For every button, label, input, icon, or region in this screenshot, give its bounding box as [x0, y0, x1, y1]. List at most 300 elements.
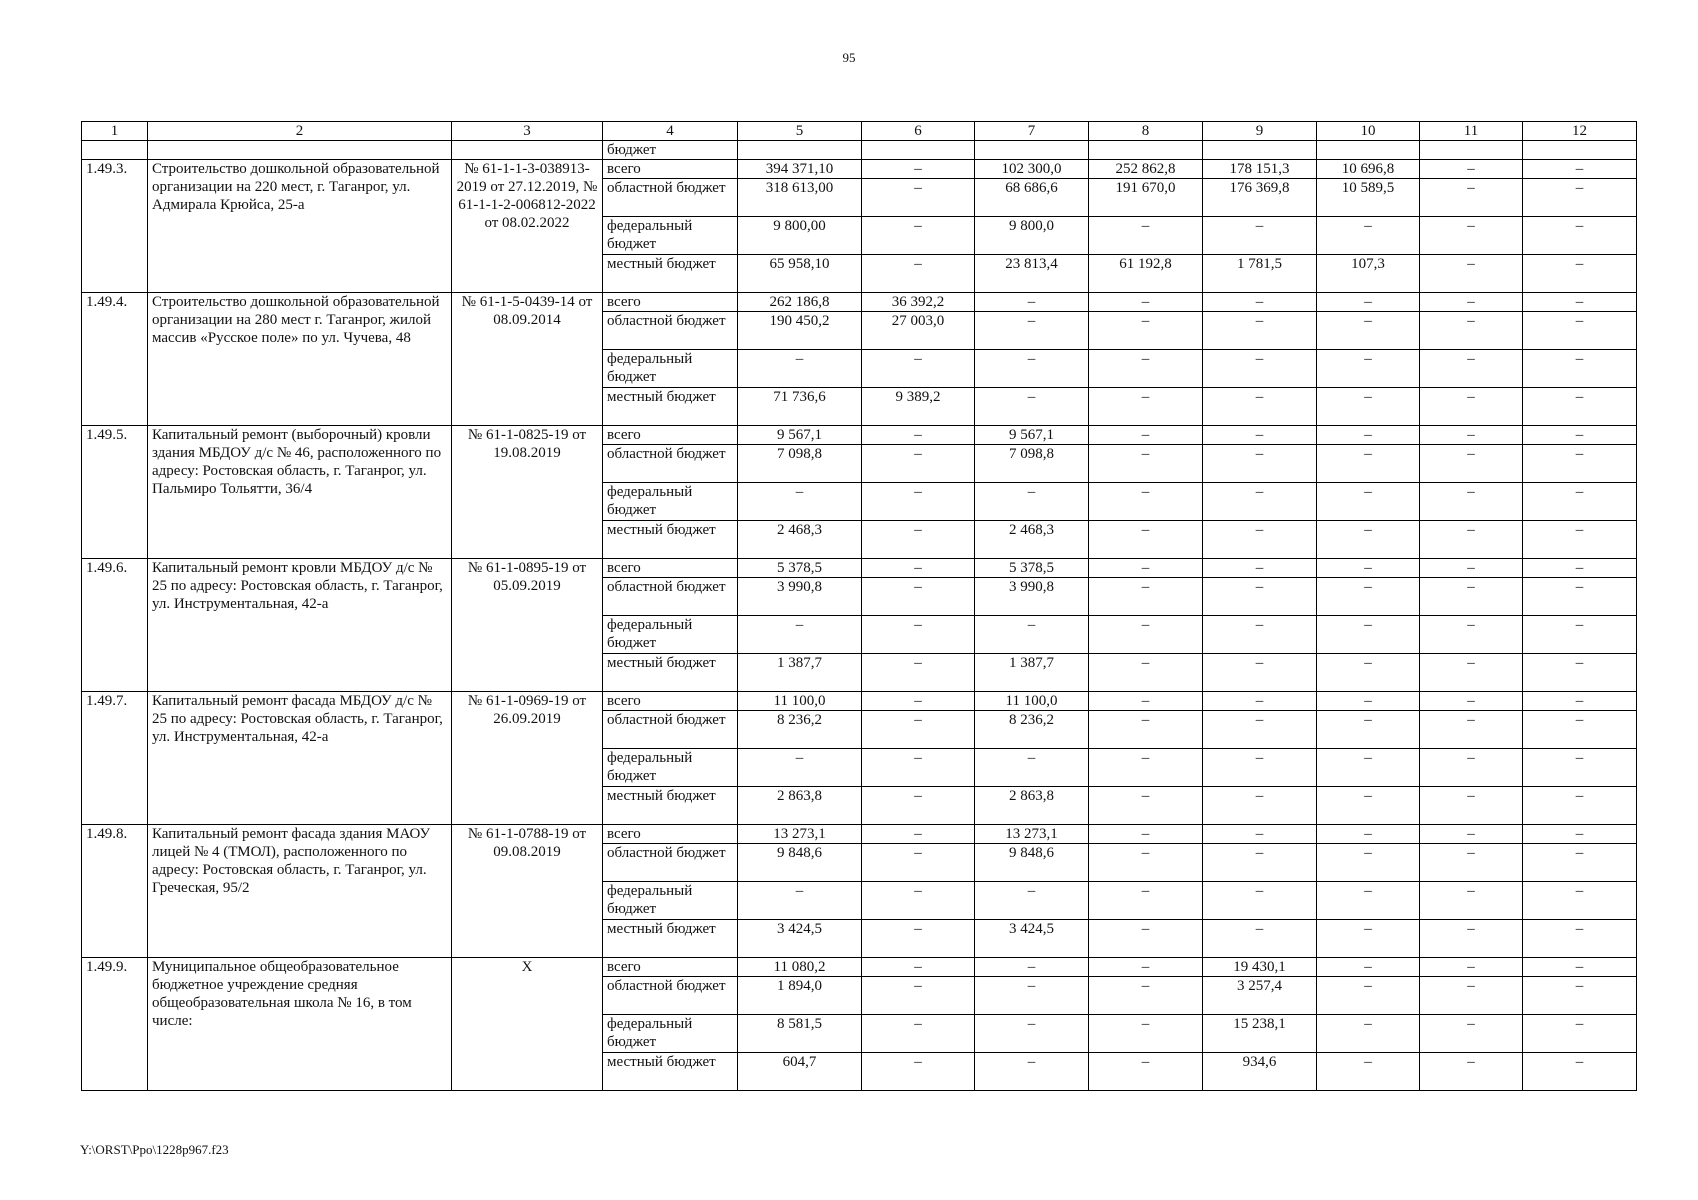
amount-cell: 10 696,8 [1317, 160, 1420, 179]
amount-cell: 7 098,8 [738, 445, 862, 483]
amount-cell: – [1203, 293, 1317, 312]
amount-cell: – [1420, 426, 1523, 445]
amount-cell: – [862, 825, 975, 844]
funding-source: всего [603, 160, 738, 179]
amount-cell: 252 862,8 [1089, 160, 1203, 179]
amount-cell: – [1089, 787, 1203, 825]
amount-cell: – [1523, 1015, 1637, 1053]
amount-cell: 23 813,4 [975, 255, 1089, 293]
table-row [82, 426, 1637, 445]
project-name: Строительство дошкольной образовательной организации на 220 мест, г. Таганрог, ул. Адмирала Крюйса, 25-а [148, 160, 452, 293]
amount-cell: – [1420, 521, 1523, 559]
amount-cell: – [862, 521, 975, 559]
cell [738, 141, 862, 160]
budget-table [81, 121, 1637, 1091]
amount-cell: – [1203, 654, 1317, 692]
amount-cell: 9 567,1 [975, 426, 1089, 445]
amount-cell: 11 100,0 [975, 692, 1089, 711]
amount-cell: – [862, 692, 975, 711]
amount-cell: – [1317, 825, 1420, 844]
amount-cell: 9 848,6 [975, 844, 1089, 882]
amount-cell: – [1420, 388, 1523, 426]
amount-cell: – [1203, 616, 1317, 654]
column-header: 7 [975, 122, 1089, 141]
document-number: № 61-1-5-0439-14 от 08.09.2014 [452, 293, 603, 426]
amount-cell: – [1317, 711, 1420, 749]
amount-cell: 13 273,1 [738, 825, 862, 844]
amount-cell: 262 186,8 [738, 293, 862, 312]
funding-source: местный бюджет [603, 255, 738, 293]
amount-cell: – [1420, 787, 1523, 825]
amount-cell: – [1089, 578, 1203, 616]
amount-cell: 10 589,5 [1317, 179, 1420, 217]
amount-cell: – [1420, 445, 1523, 483]
footer-file-path: Y:\ORST\Ppo\1228p967.f23 [80, 1142, 229, 1157]
amount-cell: – [738, 616, 862, 654]
amount-cell: 65 958,10 [738, 255, 862, 293]
amount-cell: – [1420, 160, 1523, 179]
document-number: № 61-1-1-3-038913-2019 от 27.12.2019, № 61-1-1-2-006812-2022 от 08.02.2022 [452, 160, 603, 293]
amount-cell: – [975, 388, 1089, 426]
amount-cell: – [1203, 350, 1317, 388]
amount-cell: – [738, 882, 862, 920]
cell [1203, 141, 1317, 160]
project-name: Капитальный ремонт (выборочный) кровли здания МБДОУ д/с № 46, расположенного по адресу: Ростовская область, г. Таганрог, ул. Пальмиро Тольятти, 36/4 [148, 426, 452, 559]
amount-cell: – [1317, 749, 1420, 787]
funding-source: местный бюджет [603, 388, 738, 426]
amount-cell: – [1420, 749, 1523, 787]
column-header: 6 [862, 122, 975, 141]
amount-cell: 68 686,6 [975, 179, 1089, 217]
amount-cell: – [1317, 521, 1420, 559]
amount-cell: – [1203, 711, 1317, 749]
amount-cell: – [1317, 217, 1420, 255]
funding-source: областной бюджет [603, 179, 738, 217]
cell [1420, 141, 1523, 160]
amount-cell: – [862, 977, 975, 1015]
amount-cell: – [1317, 1015, 1420, 1053]
document-number: № 61-1-0825-19 от 19.08.2019 [452, 426, 603, 559]
column-header: 12 [1523, 122, 1637, 141]
amount-cell: – [1420, 958, 1523, 977]
amount-cell: – [1203, 825, 1317, 844]
amount-cell: 7 098,8 [975, 445, 1089, 483]
amount-cell: – [1317, 692, 1420, 711]
amount-cell: 9 848,6 [738, 844, 862, 882]
amount-cell: – [1317, 350, 1420, 388]
cell [1089, 141, 1203, 160]
amount-cell: – [1523, 787, 1637, 825]
amount-cell: 36 392,2 [862, 293, 975, 312]
amount-cell: – [1317, 388, 1420, 426]
amount-cell: – [1317, 844, 1420, 882]
amount-cell: – [738, 350, 862, 388]
amount-cell: – [1523, 977, 1637, 1015]
amount-cell: – [862, 711, 975, 749]
amount-cell: – [1420, 217, 1523, 255]
amount-cell: – [1089, 445, 1203, 483]
amount-cell: – [1420, 654, 1523, 692]
amount-cell: – [1420, 1015, 1523, 1053]
funding-source: федеральный бюджет [603, 749, 738, 787]
column-header: 3 [452, 122, 603, 141]
amount-cell: – [862, 920, 975, 958]
amount-cell: – [1523, 217, 1637, 255]
cell [975, 141, 1089, 160]
amount-cell: – [1203, 844, 1317, 882]
funding-source: федеральный бюджет [603, 350, 738, 388]
amount-cell: 2 468,3 [738, 521, 862, 559]
amount-cell: – [1089, 426, 1203, 445]
amount-cell: – [1317, 958, 1420, 977]
amount-cell: – [1089, 711, 1203, 749]
amount-cell: – [1523, 920, 1637, 958]
amount-cell: – [1317, 559, 1420, 578]
amount-cell: 3 990,8 [738, 578, 862, 616]
amount-cell: 394 371,10 [738, 160, 862, 179]
amount-cell: 1 894,0 [738, 977, 862, 1015]
column-header: 4 [603, 122, 738, 141]
amount-cell: – [1203, 445, 1317, 483]
amount-cell: – [1089, 483, 1203, 521]
amount-cell: – [1317, 293, 1420, 312]
amount-cell: 107,3 [1317, 255, 1420, 293]
amount-cell: – [1317, 445, 1420, 483]
amount-cell: – [975, 312, 1089, 350]
funding-source: всего [603, 426, 738, 445]
amount-cell: – [975, 977, 1089, 1015]
column-header: 1 [82, 122, 148, 141]
column-header: 2 [148, 122, 452, 141]
amount-cell: – [1420, 293, 1523, 312]
amount-cell: – [1523, 749, 1637, 787]
column-header: 5 [738, 122, 862, 141]
amount-cell: – [975, 483, 1089, 521]
amount-cell: – [1523, 521, 1637, 559]
amount-cell: – [1420, 692, 1523, 711]
amount-cell: 9 389,2 [862, 388, 975, 426]
amount-cell: 8 236,2 [738, 711, 862, 749]
amount-cell: – [1317, 616, 1420, 654]
amount-cell: – [1523, 445, 1637, 483]
amount-cell: – [1420, 616, 1523, 654]
amount-cell: 191 670,0 [1089, 179, 1203, 217]
amount-cell: – [1420, 711, 1523, 749]
item-number: 1.49.6. [82, 559, 148, 692]
amount-cell: – [1420, 1053, 1523, 1091]
amount-cell: – [1089, 749, 1203, 787]
item-number: 1.49.3. [82, 160, 148, 293]
amount-cell: 190 450,2 [738, 312, 862, 350]
amount-cell: 15 238,1 [1203, 1015, 1317, 1053]
project-name: Капитальный ремонт кровли МБДОУ д/с № 25 по адресу: Ростовская область, г. Таганрог, ул. Инструментальная, 42-а [148, 559, 452, 692]
project-name: Строительство дошкольной образовательной организации на 280 мест г. Таганрог, жилой массив «Русское поле» по ул. Чучева, 48 [148, 293, 452, 426]
table-row [82, 692, 1637, 711]
amount-cell: 1 387,7 [738, 654, 862, 692]
amount-cell: – [862, 426, 975, 445]
document-number: Х [452, 958, 603, 1091]
funding-source: федеральный бюджет [603, 616, 738, 654]
funding-source: федеральный бюджет [603, 882, 738, 920]
table-row [82, 160, 1637, 179]
amount-cell: – [1089, 958, 1203, 977]
project-name: Капитальный ремонт фасада МБДОУ д/с № 25 по адресу: Ростовская область, г. Таганрог, ул. Инструментальная, 42-а [148, 692, 452, 825]
amount-cell: 9 800,0 [975, 217, 1089, 255]
amount-cell: 13 273,1 [975, 825, 1089, 844]
amount-cell: 3 990,8 [975, 578, 1089, 616]
amount-cell: – [1523, 578, 1637, 616]
amount-cell: – [1523, 255, 1637, 293]
amount-cell: – [1523, 692, 1637, 711]
funding-source: всего [603, 559, 738, 578]
funding-source: областной бюджет [603, 977, 738, 1015]
table-row [82, 825, 1637, 844]
amount-cell: 61 192,8 [1089, 255, 1203, 293]
amount-cell: – [1317, 312, 1420, 350]
amount-cell: – [1317, 654, 1420, 692]
amount-cell: – [1089, 654, 1203, 692]
amount-cell: – [1523, 312, 1637, 350]
amount-cell: – [1420, 578, 1523, 616]
amount-cell: – [1523, 426, 1637, 445]
amount-cell: – [1317, 426, 1420, 445]
amount-cell: – [1420, 920, 1523, 958]
amount-cell: – [1089, 616, 1203, 654]
amount-cell: 27 003,0 [862, 312, 975, 350]
amount-cell: 176 369,8 [1203, 179, 1317, 217]
amount-cell: – [975, 616, 1089, 654]
amount-cell: – [1420, 312, 1523, 350]
table-row [82, 958, 1637, 977]
amount-cell: 318 613,00 [738, 179, 862, 217]
amount-cell: – [1420, 882, 1523, 920]
amount-cell: 934,6 [1203, 1053, 1317, 1091]
amount-cell: 2 863,8 [975, 787, 1089, 825]
funding-source: местный бюджет [603, 654, 738, 692]
funding-source: областной бюджет [603, 844, 738, 882]
amount-cell: – [1317, 977, 1420, 1015]
column-header: 10 [1317, 122, 1420, 141]
funding-source: областной бюджет [603, 578, 738, 616]
funding-source: местный бюджет [603, 920, 738, 958]
amount-cell: – [1089, 1053, 1203, 1091]
amount-cell: 19 430,1 [1203, 958, 1317, 977]
amount-cell: 102 300,0 [975, 160, 1089, 179]
amount-cell: – [1089, 312, 1203, 350]
amount-cell: – [1523, 160, 1637, 179]
amount-cell: – [1420, 559, 1523, 578]
amount-cell: – [1089, 977, 1203, 1015]
amount-cell: – [1317, 920, 1420, 958]
amount-cell: – [1523, 654, 1637, 692]
funding-source: местный бюджет [603, 787, 738, 825]
amount-cell: – [1203, 559, 1317, 578]
amount-cell: 2 863,8 [738, 787, 862, 825]
amount-cell: – [862, 445, 975, 483]
amount-cell: – [975, 882, 1089, 920]
funding-source: всего [603, 692, 738, 711]
amount-cell: – [975, 293, 1089, 312]
column-header: 8 [1089, 122, 1203, 141]
amount-cell: – [1089, 559, 1203, 578]
amount-cell: – [1523, 882, 1637, 920]
cell [452, 141, 603, 160]
cell [148, 141, 452, 160]
amount-cell: – [1203, 692, 1317, 711]
funding-source: областной бюджет [603, 312, 738, 350]
amount-cell: – [1523, 1053, 1637, 1091]
amount-cell: – [975, 1015, 1089, 1053]
amount-cell: – [862, 787, 975, 825]
amount-cell: 11 100,0 [738, 692, 862, 711]
item-number: 1.49.9. [82, 958, 148, 1091]
amount-cell: – [1089, 844, 1203, 882]
item-number: 1.49.8. [82, 825, 148, 958]
amount-cell: 178 151,3 [1203, 160, 1317, 179]
cell [82, 141, 148, 160]
amount-cell: – [1523, 616, 1637, 654]
amount-cell: – [1523, 179, 1637, 217]
funding-source: областной бюджет [603, 711, 738, 749]
amount-cell: 9 567,1 [738, 426, 862, 445]
cell [1317, 141, 1420, 160]
amount-cell: – [1420, 255, 1523, 293]
amount-cell: – [1523, 293, 1637, 312]
item-number: 1.49.5. [82, 426, 148, 559]
funding-source: всего [603, 958, 738, 977]
amount-cell: – [862, 350, 975, 388]
amount-cell: – [1523, 350, 1637, 388]
amount-cell: – [862, 1015, 975, 1053]
amount-cell: – [1317, 483, 1420, 521]
page-number: 95 [842, 50, 856, 65]
amount-cell: – [1420, 844, 1523, 882]
funding-source: областной бюджет [603, 445, 738, 483]
funding-source: местный бюджет [603, 521, 738, 559]
amount-cell: – [862, 179, 975, 217]
amount-cell: – [1089, 521, 1203, 559]
amount-cell: – [975, 1053, 1089, 1091]
amount-cell: – [1089, 388, 1203, 426]
amount-cell: – [1420, 350, 1523, 388]
budget-table-body [82, 122, 1637, 1091]
amount-cell: – [1420, 977, 1523, 1015]
amount-cell: 3 257,4 [1203, 977, 1317, 1015]
amount-cell: 11 080,2 [738, 958, 862, 977]
amount-cell: 604,7 [738, 1053, 862, 1091]
amount-cell: – [1089, 217, 1203, 255]
amount-cell: – [862, 483, 975, 521]
amount-cell: 5 378,5 [975, 559, 1089, 578]
item-number: 1.49.4. [82, 293, 148, 426]
amount-cell: – [862, 217, 975, 255]
amount-cell: – [862, 844, 975, 882]
amount-cell: – [1203, 787, 1317, 825]
funding-source-cell: бюджет [603, 141, 738, 160]
amount-cell: 3 424,5 [975, 920, 1089, 958]
amount-cell: 71 736,6 [738, 388, 862, 426]
amount-cell: – [862, 578, 975, 616]
amount-cell: – [862, 749, 975, 787]
amount-cell: – [1203, 483, 1317, 521]
amount-cell: – [862, 616, 975, 654]
amount-cell: – [862, 559, 975, 578]
amount-cell: – [1420, 825, 1523, 844]
amount-cell: – [1317, 1053, 1420, 1091]
document-number: № 61-1-0969-19 от 26.09.2019 [452, 692, 603, 825]
amount-cell: – [1203, 920, 1317, 958]
amount-cell: 8 581,5 [738, 1015, 862, 1053]
amount-cell: – [975, 958, 1089, 977]
column-header: 11 [1420, 122, 1523, 141]
amount-cell: – [1089, 1015, 1203, 1053]
cell [1523, 141, 1637, 160]
amount-cell: – [1203, 882, 1317, 920]
amount-cell: – [1203, 312, 1317, 350]
amount-cell: – [1089, 825, 1203, 844]
amount-cell: – [738, 483, 862, 521]
amount-cell: – [862, 255, 975, 293]
amount-cell: – [1317, 882, 1420, 920]
cell [862, 141, 975, 160]
amount-cell: 8 236,2 [975, 711, 1089, 749]
amount-cell: – [1089, 293, 1203, 312]
table-row [82, 293, 1637, 312]
amount-cell: – [862, 654, 975, 692]
amount-cell: – [975, 350, 1089, 388]
project-name: Муниципальное общеобразовательное бюджетное учреждение средняя общеобразовательная школа № 16, в том числе: [148, 958, 452, 1091]
amount-cell: – [1089, 882, 1203, 920]
table-row [82, 559, 1637, 578]
funding-source: местный бюджет [603, 1053, 738, 1091]
amount-cell: – [862, 1053, 975, 1091]
amount-cell: – [862, 160, 975, 179]
item-number: 1.49.7. [82, 692, 148, 825]
amount-cell: – [1317, 787, 1420, 825]
funding-source: федеральный бюджет [603, 1015, 738, 1053]
amount-cell: – [1317, 578, 1420, 616]
amount-cell: 1 781,5 [1203, 255, 1317, 293]
header-row [82, 122, 1637, 141]
amount-cell: – [1523, 844, 1637, 882]
amount-cell: 9 800,00 [738, 217, 862, 255]
amount-cell: – [1203, 426, 1317, 445]
funding-source: всего [603, 293, 738, 312]
amount-cell: – [1523, 711, 1637, 749]
amount-cell: – [1203, 388, 1317, 426]
funding-source: всего [603, 825, 738, 844]
amount-cell: – [1203, 749, 1317, 787]
amount-cell: 5 378,5 [738, 559, 862, 578]
amount-cell: – [862, 958, 975, 977]
column-header: 9 [1203, 122, 1317, 141]
amount-cell: – [738, 749, 862, 787]
amount-cell: – [975, 749, 1089, 787]
amount-cell: – [1523, 559, 1637, 578]
amount-cell: – [1089, 692, 1203, 711]
amount-cell: – [1523, 958, 1637, 977]
funding-source: федеральный бюджет [603, 217, 738, 255]
amount-cell: – [1420, 179, 1523, 217]
amount-cell: – [1203, 217, 1317, 255]
funding-source: федеральный бюджет [603, 483, 738, 521]
amount-cell: – [1203, 521, 1317, 559]
document-number: № 61-1-0788-19 от 09.08.2019 [452, 825, 603, 958]
project-name: Капитальный ремонт фасада здания МАОУ лицей № 4 (ТМОЛ), расположенного по адресу: Ростовская область, г. Таганрог, ул. Греческая, 95/2 [148, 825, 452, 958]
amount-cell: 2 468,3 [975, 521, 1089, 559]
continuation-row [82, 141, 1637, 160]
amount-cell: 1 387,7 [975, 654, 1089, 692]
